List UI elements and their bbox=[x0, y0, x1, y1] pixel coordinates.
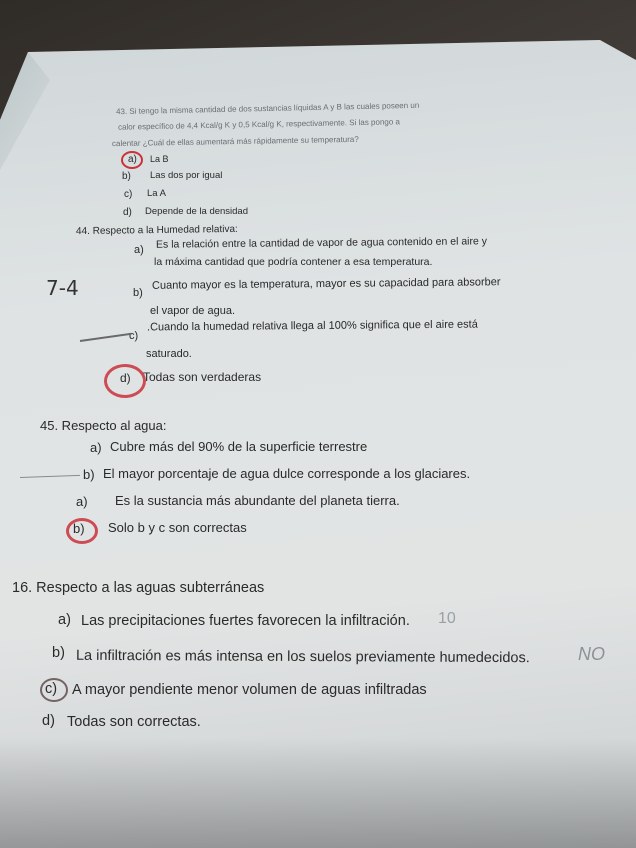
margin-note: 7-4 bbox=[46, 276, 79, 300]
q45-option-b-marker: b) bbox=[83, 467, 95, 482]
q44-option-d-marker: d) bbox=[120, 371, 131, 385]
pencil-note-a: 10 bbox=[438, 610, 456, 627]
q43-option-a-marker: a) bbox=[128, 154, 137, 165]
q43-option-a-text: La B bbox=[150, 154, 169, 164]
photo-shadow bbox=[0, 738, 636, 848]
answer-circle-q45 bbox=[66, 518, 98, 544]
q45-option-d-text: Solo b y c son correctas bbox=[108, 520, 247, 535]
q44-option-c-line2: saturado. bbox=[146, 348, 192, 360]
q46-option-c-text: A mayor pendiente menor volumen de aguas infiltradas bbox=[72, 682, 427, 698]
q46-option-d-text: Todas son correctas. bbox=[67, 714, 201, 730]
q43-line1: 43. Si tengo la misma cantidad de dos sustancias líquidas A y B las cuales poseen un bbox=[115, 100, 420, 117]
q44-option-d-text: Todas son verdaderas bbox=[143, 370, 262, 384]
q44-option-a-marker: a) bbox=[134, 244, 144, 256]
q45-option-c-text: Es la sustancia más abundante del planeta tierra. bbox=[115, 493, 400, 508]
q44-option-a-line1: Es la relación entre la cantidad de vapor de agua contenido en el aire y bbox=[155, 235, 488, 251]
q46-option-a-marker: a) bbox=[58, 612, 71, 628]
q44-option-b-line2: el vapor de agua. bbox=[150, 305, 236, 317]
q44-option-c-line1: .Cuando la humedad relativa llega al 100% significa que el aire está bbox=[146, 318, 478, 334]
q46-option-b-marker: b) bbox=[52, 645, 65, 661]
q43-line3: calentar ¿Cuál de ellas aumentará más rápidamente su temperatura? bbox=[111, 134, 359, 149]
q46-title: 16. Respecto a las aguas subterráneas bbox=[12, 580, 265, 596]
q45-option-a-text: Cubre más del 90% de la superficie terrestre bbox=[110, 439, 368, 454]
answer-circle-q43 bbox=[121, 151, 143, 169]
q43-option-b-text: Las dos por igual bbox=[150, 170, 223, 181]
q43-option-b-marker: b) bbox=[122, 171, 131, 182]
q44-title: 44. Respecto a la Humedad relativa: bbox=[75, 223, 238, 238]
q43-option-d-marker: d) bbox=[123, 207, 132, 218]
q44-option-c-marker: c) bbox=[129, 330, 139, 342]
answer-circle-q46 bbox=[40, 678, 68, 702]
q43-option-c-marker: c) bbox=[124, 189, 133, 200]
q43-option-c-text: La A bbox=[147, 188, 167, 199]
q46-option-d-marker: d) bbox=[42, 713, 55, 729]
q44-option-b-marker: b) bbox=[133, 287, 143, 299]
q46-option-a-text: Las precipitaciones fuertes favorecen la infiltración. bbox=[81, 613, 410, 629]
q43-line2: calor específico de 4,4 Kcal/g K y 0,5 Kcal/g K, respectivamente. Si las pongo a bbox=[117, 117, 400, 132]
q46-option-c-marker: c) bbox=[45, 681, 58, 697]
answer-circle-q44 bbox=[104, 364, 146, 398]
q46-option-b-text: La infiltración es más intensa en los suelos previamente humedecidos. bbox=[75, 647, 530, 667]
q44-option-b-line1: Cuanto mayor es la temperatura, mayor es su capacidad para absorber bbox=[151, 276, 501, 292]
q44-option-a-line2: la máxima cantidad que podría contener a esa temperatura. bbox=[154, 256, 433, 268]
q45-option-c-marker: a) bbox=[76, 494, 88, 509]
q45-title: 45. Respecto al agua: bbox=[40, 418, 167, 433]
q45-option-a-marker: a) bbox=[90, 440, 102, 455]
q45-option-d-marker: b) bbox=[73, 521, 85, 536]
pencil-note-b: NO bbox=[578, 644, 605, 664]
q43-option-d-text: Depende de la densidad bbox=[145, 206, 249, 217]
q45-option-b-text: El mayor porcentaje de agua dulce corresponde a los glaciares. bbox=[103, 466, 471, 481]
